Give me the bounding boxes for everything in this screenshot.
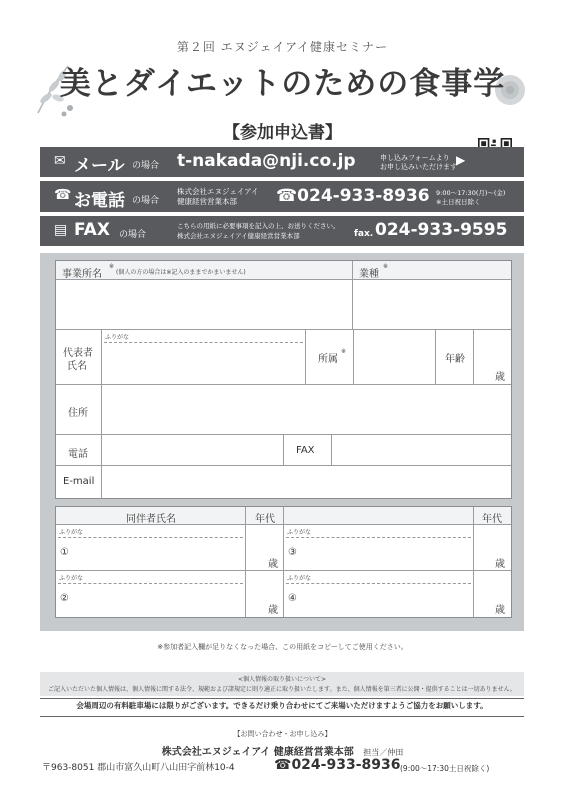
representative-label-line2: 氏名 (67, 361, 87, 372)
form-note-line1: 申し込みフォームより (380, 154, 450, 162)
parking-note: 会場周辺の有料駐車場には限りがございます。できるだけ乗り合わせにてご来場いただけますようご協力をお願いします。 (76, 701, 488, 710)
phone-contact-bar (40, 181, 524, 212)
form-note-line2: お申し込みいただけます (380, 163, 457, 171)
contact-heading: 【お問い合わせ・お申し込み】 (233, 730, 332, 738)
age-unit: 歳 (495, 559, 505, 570)
companion-name-field[interactable] (56, 571, 246, 617)
companion-age-header: 年代 (255, 514, 275, 525)
companion-name-header-left (56, 507, 246, 525)
email-field[interactable] (102, 466, 511, 498)
email-label-cell (56, 466, 102, 498)
fax-note-line1: こちらの用紙に必要事項を記入の上、お送りください。 (177, 222, 340, 230)
companion-number: ③ (288, 547, 297, 558)
seminar-title: 美とダイエットのための食事学 (59, 66, 506, 102)
footer-hours: (9:00〜17:30土日祝除く) (400, 764, 490, 773)
phone-icon: ☎ (54, 187, 72, 203)
fax-icon: ▤ (54, 222, 68, 238)
furigana-label: ふりがな (59, 529, 84, 536)
furigana-label: ふりがな (287, 529, 312, 536)
age-field[interactable] (474, 330, 511, 385)
companion-age-header-left-cell (246, 507, 284, 525)
phone-label-cell (56, 435, 102, 466)
mail-icon: ✉ (54, 153, 66, 169)
phone-hours-line1: 9:00〜17:30(月)〜(金) (436, 189, 506, 197)
phone-label: お電話 (74, 191, 125, 211)
companion-name-header: 同伴者氏名 (126, 514, 176, 525)
companion-age-field[interactable] (246, 571, 284, 617)
companion-age-field[interactable] (474, 525, 511, 571)
address-field[interactable] (102, 385, 511, 435)
privacy-title: <個人情報の取り扱いについて> (238, 676, 326, 683)
companion-table (55, 506, 512, 618)
application-form-title: 【参加申込書】 (223, 123, 342, 143)
phone-company-line1: 株式会社エヌジェイアイ (177, 187, 259, 196)
office-name-label: 事業所名 (62, 269, 102, 280)
industry-label: 業種 (359, 269, 379, 280)
companion-age-header-right-cell (474, 507, 511, 525)
age-label-cell (436, 330, 474, 385)
department-label: 所属 (318, 354, 338, 365)
fax-number[interactable]: 024-933-9595 (375, 220, 508, 240)
copy-note: ※参加者記入欄が足りなくなった場合、この用紙をコピーしてご使用ください。 (157, 643, 408, 651)
arrow-right-icon: ▶ (456, 153, 466, 167)
mail-label-suffix: の場合 (132, 161, 160, 171)
office-name-header (56, 261, 353, 280)
companion-age-field[interactable] (474, 571, 511, 617)
divider (40, 698, 524, 699)
phone-company-line2: 健康経営営業本部 (177, 197, 237, 206)
age-label: 年齢 (445, 354, 465, 365)
furigana-label: ふりがな (105, 334, 130, 341)
phone-field-label: 電話 (68, 449, 88, 460)
footer-phone-number[interactable]: ☎024-933-8936 (274, 757, 401, 773)
companion-age-field[interactable] (246, 525, 284, 571)
representative-label-cell (56, 330, 102, 385)
representative-name-field[interactable] (102, 330, 306, 385)
company-name: 株式会社エヌジェイアイ 健康経営営業本部 (161, 747, 354, 758)
company-address: 〒963-8051 郡山市富久山町八山田字前林10-4 (42, 763, 235, 773)
phone-field[interactable] (102, 435, 284, 466)
seminar-subtitle: 第２回 エヌジェイアイ健康セミナー (176, 40, 389, 54)
phone-hours-line2: ※土日祝日除く (436, 198, 481, 206)
companion-number: ② (60, 593, 69, 604)
fax-field-label: FAX (296, 445, 315, 456)
divider (40, 716, 524, 717)
companion-name-field[interactable] (284, 525, 474, 571)
mail-contact-bar (40, 147, 524, 177)
industry-field[interactable] (353, 280, 511, 330)
mail-address[interactable]: t-nakada@nji.co.jp (177, 151, 356, 171)
address-label-cell (56, 385, 102, 435)
fax-label: FAX (74, 220, 110, 240)
age-unit: 歳 (495, 372, 505, 383)
age-unit: 歳 (495, 605, 505, 616)
asterisk-mark: ※ (341, 348, 347, 355)
fax-prefix: fax. (354, 229, 374, 239)
mail-label: メール (74, 156, 125, 176)
person-in-charge: 担当／仲田 (363, 748, 404, 757)
companion-age-header: 年代 (482, 514, 502, 525)
privacy-text: ご記入いただいた個人情報は、個人情報に関する法令、規範および諸規定に則り適正に取り扱いたします。また、個人情報を第三者に公開・提供することは一切ありません。 (48, 686, 516, 693)
office-name-note: (個人の方の場合は※記入のままでかまいません) (116, 269, 246, 276)
fax-contact-bar (40, 216, 524, 246)
furigana-label: ふりがな (59, 575, 84, 582)
asterisk-mark: ※ (109, 263, 115, 270)
fax-label-suffix: の場合 (119, 230, 147, 240)
age-unit: 歳 (268, 559, 278, 570)
asterisk-mark: ※ (383, 263, 389, 270)
age-unit: 歳 (268, 605, 278, 616)
office-name-field[interactable] (56, 280, 353, 330)
fax-field[interactable] (332, 435, 511, 466)
email-label: E-mail (63, 476, 95, 487)
department-label-cell (306, 330, 354, 385)
address-label: 住所 (68, 408, 88, 419)
department-field[interactable] (354, 330, 436, 385)
furigana-label: ふりがな (287, 575, 312, 582)
phone-label-suffix: の場合 (132, 196, 160, 206)
phone-number[interactable]: ☎024-933-8936 (276, 186, 430, 206)
companion-name-field[interactable] (56, 525, 246, 571)
companion-number: ① (60, 547, 69, 558)
fax-note-line2: 株式会社エヌジェイアイ健康経営営業本部 (177, 232, 300, 240)
applicant-table (55, 260, 512, 499)
industry-header (353, 261, 511, 280)
fax-label-cell (284, 435, 332, 466)
representative-label-line1: 代表者 (63, 348, 93, 359)
companion-number: ④ (288, 593, 297, 604)
company-line (0, 743, 565, 758)
companion-name-header-right (284, 507, 474, 525)
companion-name-field[interactable] (284, 571, 474, 617)
